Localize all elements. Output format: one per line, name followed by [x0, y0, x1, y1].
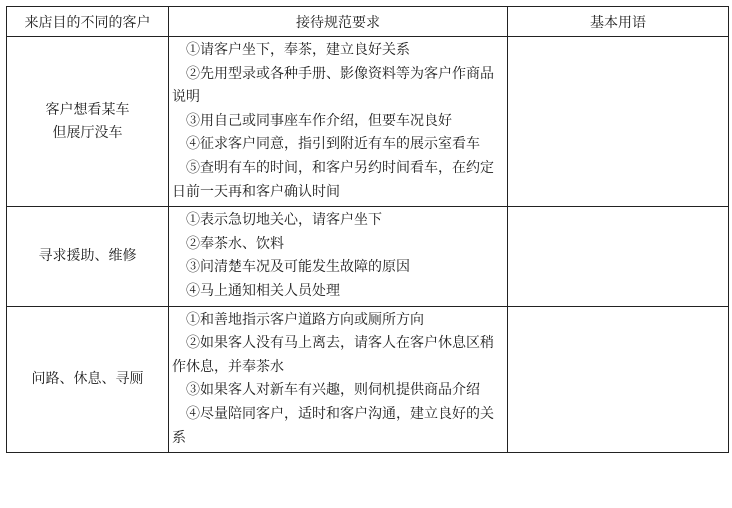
header-row — [7, 7, 729, 37]
requirement-item: ③用自己或同事座车作介绍，但要车况良好 — [186, 112, 452, 129]
customer-type-line: 寻求援助、维修 — [38, 247, 137, 264]
requirement-item: ④征求客户同意，指引到附近有车的展示室看车 — [186, 136, 480, 153]
basic-phrases-cell — [508, 37, 729, 207]
customer-type-cell — [7, 37, 169, 207]
requirement-item: ①和善地指示客户道路方向或厕所方向 — [186, 311, 424, 328]
customer-type-line: 客户想看某车 — [45, 101, 130, 118]
requirement-item: ⑤查明有车的时间，和客户另约时间看车，在约定日前一天再和客户确认时间 — [172, 159, 494, 200]
header-customer-type: 来店目的不同的客户 — [7, 7, 169, 37]
table-row — [7, 37, 729, 207]
reception-standards-table — [6, 6, 729, 453]
requirements-cell — [169, 306, 508, 453]
table-row — [7, 306, 729, 453]
requirements-cell — [169, 207, 508, 306]
customer-type-cell — [7, 207, 169, 306]
customer-type-line: 但展厅没车 — [52, 124, 123, 141]
table-row — [7, 207, 729, 306]
basic-phrases-cell — [508, 207, 729, 306]
requirement-item: ③如果客人对新车有兴趣，则伺机提供商品介绍 — [186, 382, 480, 399]
requirement-item: ②奉茶水、饮料 — [186, 235, 284, 252]
requirement-item: ②先用型录或各种手册、影像资料等为客户作商品说明 — [172, 65, 494, 106]
customer-type-cell — [7, 306, 169, 453]
header-requirements: 接待规范要求 — [169, 7, 508, 37]
requirement-item: ④马上通知相关人员处理 — [186, 282, 340, 299]
basic-phrases-cell — [508, 306, 729, 453]
customer-type-line: 问路、休息、寻厕 — [31, 370, 144, 387]
requirement-item: ①表示急切地关心，请客户坐下 — [186, 212, 382, 229]
requirement-item: ④尽量陪同客户，适时和客户沟通，建立良好的关系 — [172, 405, 494, 446]
header-basic-phrases: 基本用语 — [508, 7, 729, 37]
requirements-cell — [169, 37, 508, 207]
requirement-item: ①请客户坐下，奉茶，建立良好关系 — [186, 42, 410, 58]
requirement-item: ③问清楚车况及可能发生故障的原因 — [186, 259, 410, 276]
requirement-item: ②如果客人没有马上离去，请客人在客户休息区稍作休息，并奉茶水 — [172, 335, 494, 375]
